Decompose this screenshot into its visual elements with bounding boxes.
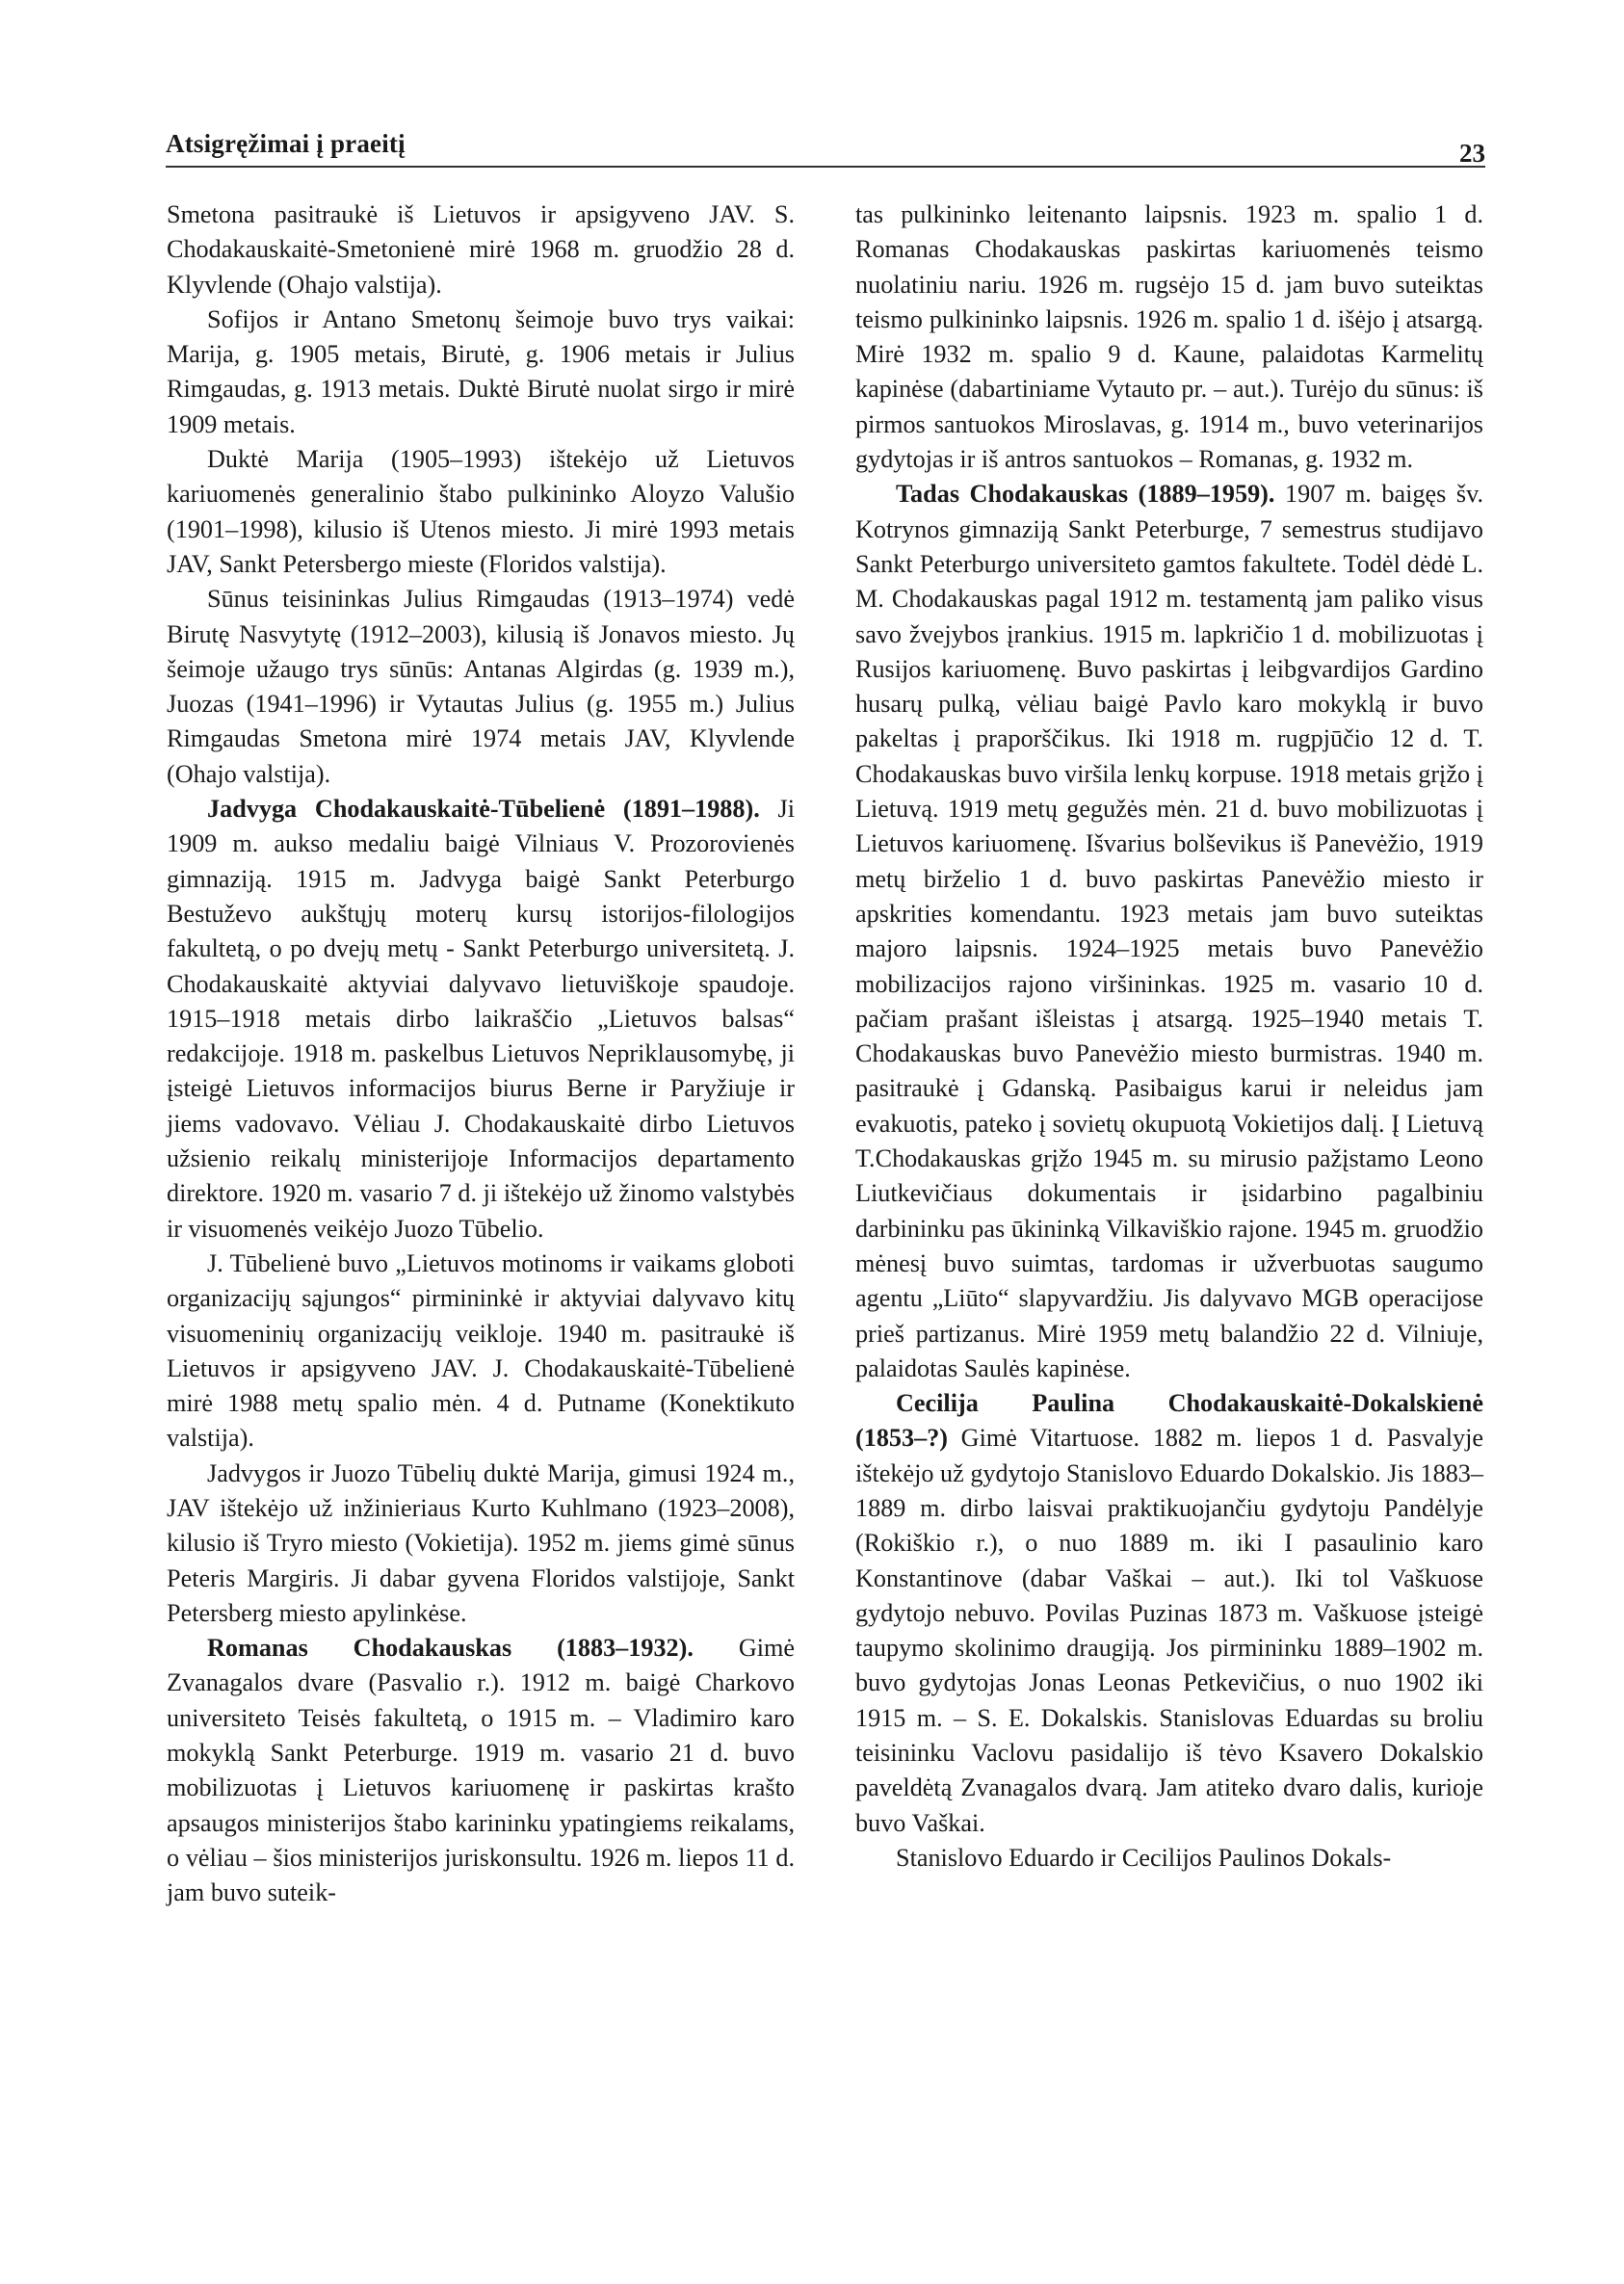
- paragraph-text: Gimė Zvanagalos dvare (Pasvalio r.). 1912 m. baigė Charkovo universiteto Teisės fakultetą, o 1915 m. – Vladimiro karo mokyklą Sankt Peterburge. 1919 m. vasario 21 d. buvo mobilizuotas į Lietuvos kariuomenę ir paskirtas krašto apsaugos ministerijos štabo karininku ypatingiems reikalams, o vėliau – šios ministerijos juriskonsultu. 1926 m. liepos 11 d. jam buvo suteik-: [167, 1634, 795, 1907]
- paragraph: [855, 197, 1483, 477]
- running-title: Atsigręžimai į praeitį: [166, 129, 406, 158]
- left-column: [167, 197, 795, 1911]
- paragraph: [167, 197, 795, 302]
- paragraph-text: Sofijos ir Antano Smetonų šeimoje buvo trys vaikai: Marija, g. 1905 metais, Birutė, g. 1906 metais ir Julius Rimgaudas, g. 1913 metais. Duktė Birutė nuolat sirgo ir mirė 1909 metais.: [167, 304, 795, 438]
- person-heading: Cecilija Paulina Chodakauskaitė-Dokalskienė (1853–?): [855, 1389, 1483, 1453]
- person-heading: Romanas Chodakauskas (1883–1932).: [207, 1634, 694, 1663]
- paragraph: [167, 302, 795, 442]
- paragraph-text: Stanislovo Eduardo ir Cecilijos Paulinos Dokals-: [896, 1843, 1392, 1872]
- paragraph-text: Jadvygos ir Juozo Tūbelių duktė Marija, gimusi 1924 m., JAV ištekėjo už inžinieriaus Kurto Kuhlmano (1923–2008), kilusio iš Tryro miesto (Vokietija). 1952 m. jiems gimė sūnus Peteris Margiris. Ji dabar gyvena Floridos valstijoje, Sankt Petersberg miesto apylinkėse.: [167, 1458, 795, 1627]
- paragraph-text: 1907 m. baigęs šv. Kotrynos gimnaziją Sankt Peterburge, 7 semestrus studijavo Sankt Peterburgo universiteto gamtos fakultete. Todėl dėdė L. M. Chodakauskas pagal 1912 m. testamentą jam paliko visus savo žvejybos įrankius. 1915 m. lapkričio 1 d. mobilizuotas į Rusijos kariuomenę. Buvo paskirtas į leibgvardijos Gardino husarų pulką, vėliau baigė Pavlo karo mokyklą ir buvo pakeltas į praporščikus. Iki 1918 m. rugpjūčio 12 d. T. Chodakauskas buvo viršila lenkų korpuse. 1918 metais grįžo į Lietuvą. 1919 metų gegužės mėn. 21 d. buvo mobilizuotas į Lietuvos kariuomenę. Išvarius bolševikus iš Panevėžio, 1919 metų birželio 1 d. buvo paskirtas Panevėžio miesto ir apskrities komendantu. 1923 metais jam buvo suteiktas majoro laipsnis. 1924–1925 metais buvo Panevėžio mobilizacijos rajono viršininkas. 1925 m. vasario 10 d. pačiam prašant išleistas į atsargą. 1925–1940 metais T. Chodakauskas buvo Panevėžio miesto burmistras. 1940 m. pasitraukė į Gdanską. Pasibaigus karui ir neleidus jam evakuotis, pateko į sovietų okupuotą Vokietijos dalį. Į Lietuvą T.Chodakauskas grįžo 1945 m. su mirusio pažįstamo Leono Liutkevičiaus dokumentais ir įsidarbino pagalbiniu darbininku pas ūkininką Vilkaviškio rajone. 1945 m. gruodžio mėnesį buvo suimtas, tardomas ir užverbuotas saugumo agentu „Liūto“ slapyvardžiu. Jis dalyvavo MGB operacijose prieš partizanus. Mirė 1959 metų balandžio 22 d. Vilniuje, palaidotas Saulės kapinėse.: [855, 480, 1484, 1382]
- page-number: 23: [1459, 139, 1485, 168]
- person-heading: Jadvyga Chodakauskaitė-Tūbelienė (1891–1988).: [207, 795, 760, 824]
- person-heading: Tadas Chodakauskas (1889–1959).: [896, 480, 1275, 509]
- paragraph-text: Smetona pasitraukė iš Lietuvos ir apsigyveno JAV. S. Chodakauskaitė-Smetonienė mirė 1968 m. gruodžio 28 d. Klyvlende (Ohajo valstija).: [167, 200, 795, 299]
- paragraph-text: Gimė Vitartuose. 1882 m. liepos 1 d. Pasvalyje ištekėjo už gydytojo Stanislovo Eduardo Dokalskio. Jis 1883–1889 m. dirbo laisvai praktikuojančiu gydytoju Pandėlyje (Rokiškio r.), o nuo 1889 m. iki I pasaulinio karo Konstantinove (dabar Vaškai – aut.). Iki tol Vaškuose gydytojo nebuvo. Povilas Puzinas 1873 m. Vaškuose įsteigė taupymo skolinimo draugiją. Jos pirmininku 1889–1902 m. buvo gydytojas Jonas Leonas Petkevičius, o nuo 1902 iki 1915 m. – S. E. Dokalskis. Stanislovas Eduardas su broliu teisininku Vaclovu pasidalijo iš tėvo Ksavero Dokalskio paveldėtą Zvanagalos dvarą. Jam atiteko dvaro dalis, kurioje buvo Vaškai.: [855, 1424, 1483, 1837]
- paragraph: [167, 1631, 795, 1910]
- header-rule: [166, 166, 1485, 168]
- paragraph: [855, 1386, 1483, 1841]
- paragraph: [167, 442, 795, 582]
- paragraph: [167, 1457, 795, 1631]
- paragraph: [167, 792, 795, 1247]
- paragraph: [855, 477, 1483, 1386]
- paragraph-text: tas pulkininko leitenanto laipsnis. 1923 m. spalio 1 d. Romanas Chodakauskas paskirtas kariuomenės teismo nuolatiniu nariu. 1926 m. rugsėjo 15 d. jam buvo suteiktas teismo pulkininko laipsnis. 1926 m. spalio 1 d. išėjo į atsargą. Mirė 1932 m. spalio 9 d. Kaune, palaidotas Karmelitų kapinėse (dabartiniame Vytauto pr. – aut.). Turėjo du sūnus: iš pirmos santuokos Miroslavas, g. 1914 m., buvo veterinarijos gydytojas ir iš antros santuokos – Romanas, g. 1932 m.: [855, 200, 1483, 474]
- paragraph-text: Ji 1909 m. aukso medaliu baigė Vilniaus V. Prozorovienės gimnaziją. 1915 m. Jadvyga baigė Sankt Peterburgo Bestuževo aukštųjų moterų kursų istorijos-filologijos fakultetą, o po dvejų metų - Sankt Peterburgo universitetą. J. Chodakauskaitė aktyviai dalyvavo lietuviškoje spaudoje. 1915–1918 metais dirbo laikraščio „Lietuvos balsas“ redakcijoje. 1918 m. paskelbus Lietuvos Nepriklausomybę, ji įsteigė Lietuvos informacijos biurus Berne ir Paryžiuje ir jiems vadovavo. Vėliau J. Chodakauskaitė dirbo Lietuvos užsienio reikalų ministerijoje Informacijos departamento direktore. 1920 m. vasario 7 d. ji ištekėjo už žinomo valstybės ir visuomenės veikėjo Juozo Tūbelio.: [167, 795, 795, 1243]
- paragraph: [167, 582, 795, 792]
- paragraph: [855, 1841, 1483, 1876]
- page-header: [166, 123, 1485, 170]
- paragraph-text: Sūnus teisininkas Julius Rimgaudas (1913–1974) vedė Birutę Nasvytytę (1912–2003), kilusią iš Jonavos miesto. Jų šeimoje užaugo trys sūnūs: Antanas Algirdas (g. 1939 m.), Juozas (1941–1996) ir Vytautas Julius (g. 1955 m.) Julius Rimgaudas Smetona mirė 1974 metais JAV, Klyvlende (Ohajo valstija).: [167, 585, 795, 788]
- paragraph-text: Duktė Marija (1905–1993) ištekėjo už Lietuvos kariuomenės generalinio štabo pulkininko Aloyzo Valušio (1901–1998), kilusio iš Utenos miesto. Ji mirė 1993 metais JAV, Sankt Petersbergo mieste (Floridos valstija).: [167, 445, 795, 578]
- paragraph: [167, 1247, 795, 1457]
- right-column: [855, 197, 1483, 1876]
- paragraph-text: J. Tūbelienė buvo „Lietuvos motinoms ir vaikams globoti organizacijų sąjungos“ pirmininkė ir aktyviai dalyvavo kitų visuomeninių organizacijų veikloje. 1940 m. pasitraukė iš Lietuvos ir apsigyveno JAV. J. Chodakauskaitė-Tūbelienė mirė 1988 metų spalio mėn. 4 d. Putname (Konektikuto valstija).: [167, 1248, 795, 1453]
